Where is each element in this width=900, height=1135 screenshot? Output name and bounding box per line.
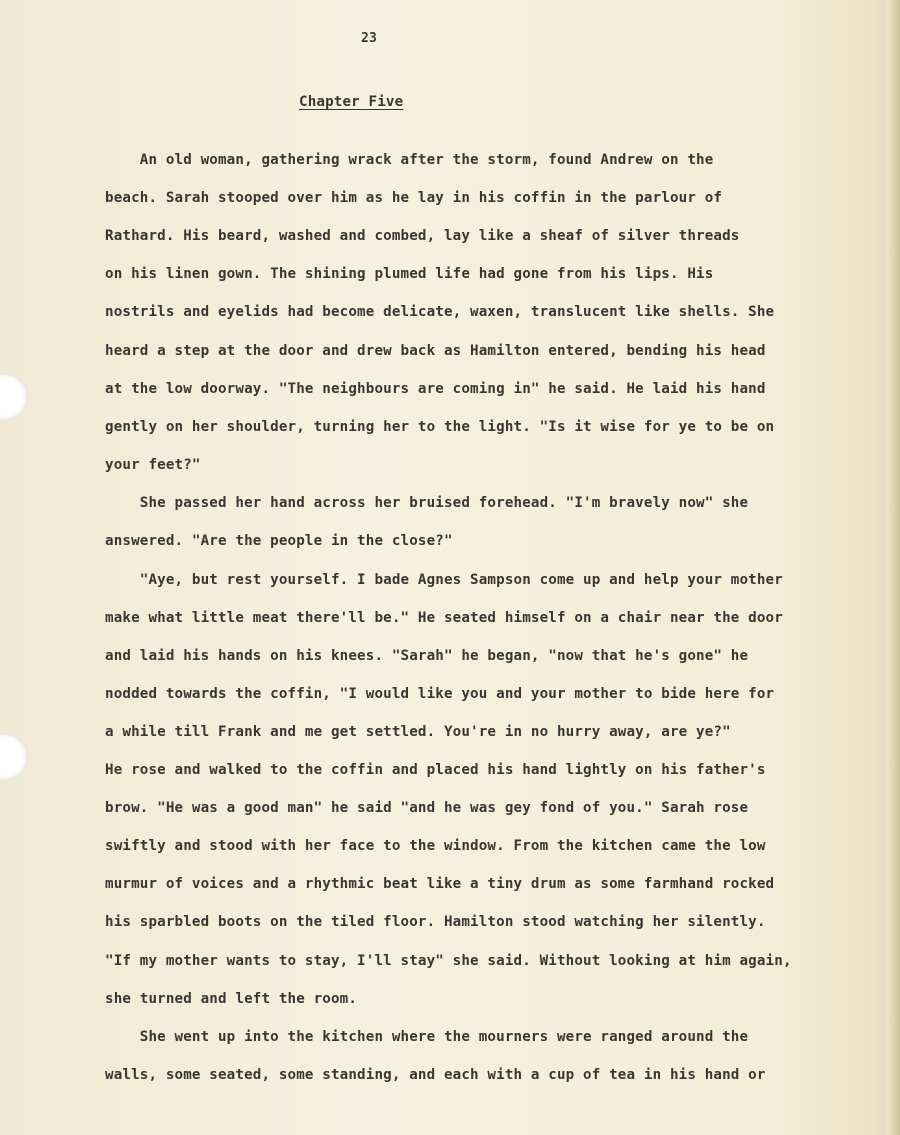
text-line: and laid his hands on his knees. "Sarah" he began, "now that he's gone" he bbox=[105, 648, 749, 664]
text-line: she turned and left the room. bbox=[105, 991, 358, 1007]
text-line: walls, some seated, some standing, and each with a cup of tea in his hand or bbox=[105, 1067, 766, 1083]
text-line: answered. "Are the people in the close?" bbox=[105, 533, 453, 549]
punch-hole-top bbox=[0, 373, 28, 421]
text-line: nostrils and eyelids had become delicate, waxen, translucent like shells. She bbox=[105, 304, 775, 320]
text-line: "If my mother wants to stay, I'll stay" she said. Without looking at him again, bbox=[105, 953, 792, 969]
text-line: make what little meat there'll be." He seated himself on a chair near the door bbox=[105, 610, 783, 626]
text-line: An old woman, gathering wrack after the storm, found Andrew on the bbox=[105, 152, 714, 168]
text-line: at the low doorway. "The neighbours are coming in" he said. He laid his hand bbox=[105, 381, 766, 397]
text-line: gently on her shoulder, turning her to the light. "Is it wise for ye to be on bbox=[105, 419, 775, 435]
text-line: "Aye, but rest yourself. I bade Agnes Sampson come up and help your mother bbox=[105, 572, 783, 588]
text-line: his sparbled boots on the tiled floor. Hamilton stood watching her silently. bbox=[105, 914, 766, 930]
text-line: She passed her hand across her bruised forehead. "I'm bravely now" she bbox=[105, 495, 749, 511]
page-number: 23 bbox=[361, 31, 377, 46]
text-line: murmur of voices and a rhythmic beat like a tiny drum as some farmhand rocked bbox=[105, 876, 775, 892]
text-line: beach. Sarah stooped over him as he lay in his coffin in the parlour of bbox=[105, 190, 723, 206]
text-line: heard a step at the door and drew back as Hamilton entered, bending his head bbox=[105, 343, 766, 359]
text-line: swiftly and stood with her face to the window. From the kitchen came the low bbox=[105, 838, 766, 854]
text-line: your feet?" bbox=[105, 457, 201, 473]
text-line: Rathard. His beard, washed and combed, lay like a sheaf of silver threads bbox=[105, 228, 740, 244]
punch-hole-bottom bbox=[0, 733, 28, 781]
text-line: on his linen gown. The shining plumed life had gone from his lips. His bbox=[105, 266, 714, 282]
text-line: a while till Frank and me get settled. You're in no hurry away, are ye?" bbox=[105, 724, 731, 740]
page-edge bbox=[886, 0, 900, 1135]
text-line: He rose and walked to the coffin and placed his hand lightly on his father's bbox=[105, 762, 766, 778]
text-line: nodded towards the coffin, "I would like you and your mother to bide here for bbox=[105, 686, 775, 702]
text-line: brow. "He was a good man" he said "and he was gey fond of you." Sarah rose bbox=[105, 800, 749, 816]
chapter-title: Chapter Five bbox=[299, 94, 404, 110]
text-line: She went up into the kitchen where the mourners were ranged around the bbox=[105, 1029, 749, 1045]
